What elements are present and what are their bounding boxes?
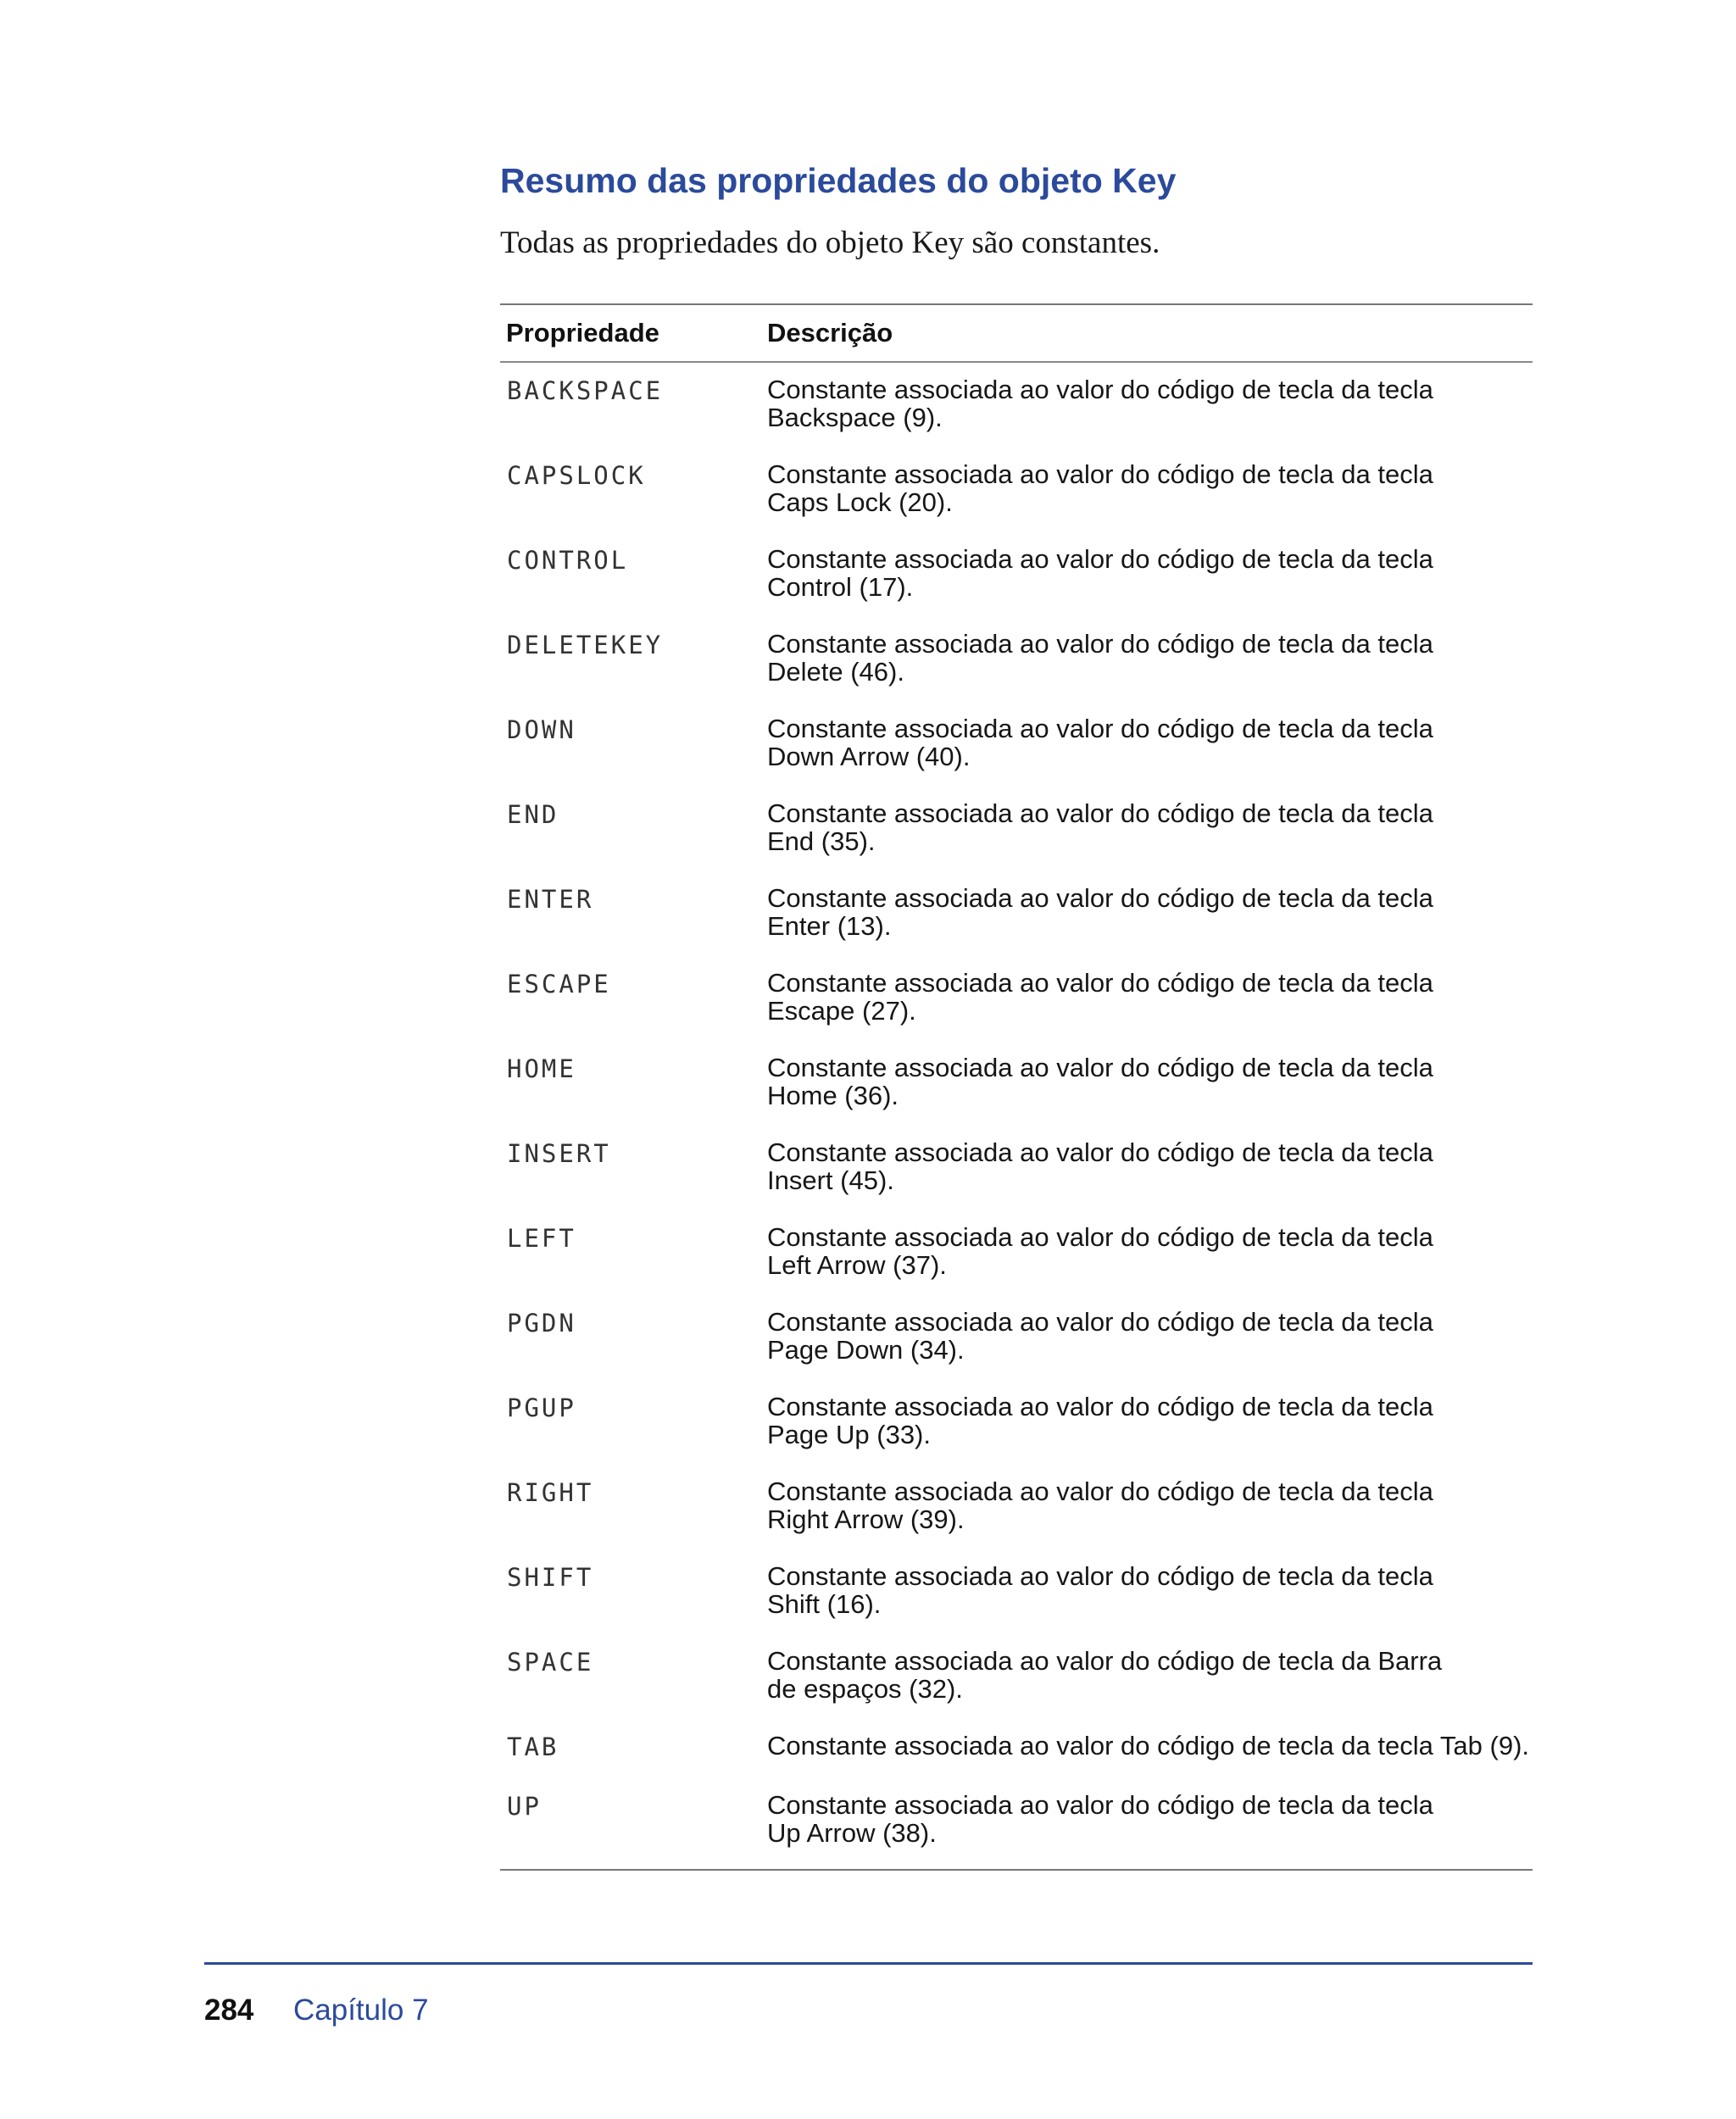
description-line: Up Arrow (38).: [767, 1818, 937, 1848]
property-name: DELETEKEY: [507, 631, 664, 659]
table-row: [500, 1549, 1533, 1634]
properties-table: [500, 303, 1533, 1871]
description-line: Constante associada ao valor do código de tecla da tecla: [767, 1137, 1433, 1167]
section-heading: Resumo das propriedades do objeto Key: [500, 161, 1177, 200]
table-row: [500, 956, 1533, 1041]
description-line: Constante associada ao valor do código de tecla da Barra: [767, 1646, 1443, 1676]
property-name: ESCAPE: [507, 970, 611, 998]
property-description: [757, 1210, 1533, 1295]
property-description: [757, 871, 1533, 956]
table-row: [500, 1465, 1533, 1549]
description-line: Backspace (9).: [767, 403, 943, 432]
description-line: Constante associada ao valor do código de tecla da tecla: [767, 544, 1433, 574]
property-name: UP: [507, 1792, 542, 1821]
property-name: SHIFT: [507, 1563, 594, 1592]
table-row: [500, 1380, 1533, 1465]
description-line: Home (36).: [767, 1081, 899, 1110]
table-row: [500, 1041, 1533, 1126]
table-row: [500, 1634, 1533, 1719]
table-row: [500, 532, 1533, 617]
table-row: [500, 1210, 1533, 1295]
properties-table-container: [500, 303, 1533, 1871]
property-name: DOWN: [507, 715, 576, 744]
description-line: Constante associada ao valor do código de tecla da tecla: [767, 883, 1433, 913]
property-description: [757, 1778, 1533, 1870]
property-description: [757, 1634, 1533, 1719]
property-name: CAPSLOCK: [507, 461, 646, 490]
table-row: [500, 1126, 1533, 1210]
property-description: [757, 1465, 1533, 1549]
property-description: [757, 1380, 1533, 1465]
description-line: Constante associada ao valor do código de tecla da tecla: [767, 1307, 1433, 1337]
property-name: ENTER: [507, 885, 594, 914]
description-line: Constante associada ao valor do código de tecla da tecla: [767, 714, 1433, 743]
description-line: Page Up (33).: [767, 1420, 931, 1449]
header-description: Descrição: [767, 318, 893, 348]
description-line: Enter (13).: [767, 911, 892, 941]
table-header: [500, 304, 1533, 362]
property-description: [757, 617, 1533, 702]
description-line: Right Arrow (39).: [767, 1504, 965, 1534]
property-description: [757, 1126, 1533, 1210]
property-name: SPACE: [507, 1648, 594, 1677]
description-line: Constante associada ao valor do código de tecla da tecla: [767, 1561, 1433, 1591]
property-name: HOME: [507, 1054, 576, 1083]
table-row: [500, 617, 1533, 702]
description-line: Down Arrow (40).: [767, 742, 971, 771]
description-line: Constante associada ao valor do código de tecla da tecla: [767, 375, 1433, 404]
section-intro: Todas as propriedades do objeto Key são constantes.: [500, 225, 1160, 260]
property-name: RIGHT: [507, 1478, 594, 1507]
property-description: [757, 956, 1533, 1041]
property-description: [757, 1719, 1533, 1778]
property-name: CONTROL: [507, 546, 629, 575]
table-row: [500, 448, 1533, 532]
description-line: Constante associada ao valor do código de tecla da tecla: [767, 1222, 1433, 1252]
table-row: [500, 871, 1533, 956]
property-name: TAB: [507, 1732, 559, 1761]
property-name: PGDN: [507, 1309, 576, 1338]
description-line: Constante associada ao valor do código de tecla da tecla: [767, 459, 1433, 489]
table-row: [500, 1719, 1533, 1778]
property-description: [757, 1549, 1533, 1634]
page-number: 284: [204, 1994, 254, 2027]
description-line: Constante associada ao valor do código de tecla da tecla Tab (9).: [767, 1731, 1529, 1760]
description-line: Constante associada ao valor do código de tecla da tecla: [767, 1392, 1433, 1421]
table-row: [500, 1778, 1533, 1870]
description-line: Constante associada ao valor do código de tecla da tecla: [767, 1053, 1433, 1082]
header-property: Propriedade: [506, 318, 659, 348]
property-name: PGUP: [507, 1393, 576, 1422]
property-name: LEFT: [507, 1224, 576, 1253]
description-line: Constante associada ao valor do código de tecla da tecla: [767, 1477, 1433, 1506]
table-row: [500, 362, 1533, 448]
description-line: Constante associada ao valor do código de tecla da tecla: [767, 1790, 1433, 1820]
description-line: Delete (46).: [767, 657, 904, 687]
property-description: [757, 702, 1533, 787]
property-description: [757, 362, 1533, 448]
table-row: [500, 1295, 1533, 1380]
property-description: [757, 532, 1533, 617]
description-line: Escape (27).: [767, 996, 916, 1026]
chapter-label: Capítulo 7: [293, 1994, 429, 2027]
property-description: [757, 787, 1533, 871]
description-line: de espaços (32).: [767, 1674, 963, 1704]
description-line: Caps Lock (20).: [767, 487, 953, 517]
property-name: END: [507, 800, 559, 829]
table-body: [500, 362, 1533, 1870]
description-line: Control (17).: [767, 572, 914, 602]
property-description: [757, 448, 1533, 532]
description-line: Page Down (34).: [767, 1335, 965, 1365]
description-line: Insert (45).: [767, 1165, 894, 1195]
property-name: INSERT: [507, 1139, 611, 1168]
description-line: Constante associada ao valor do código de tecla da tecla: [767, 968, 1433, 998]
footer-rule: [204, 1962, 1533, 1965]
table-row: [500, 787, 1533, 871]
description-line: Left Arrow (37).: [767, 1250, 947, 1280]
description-line: Constante associada ao valor do código de tecla da tecla: [767, 629, 1433, 659]
property-description: [757, 1295, 1533, 1380]
property-name: BACKSPACE: [507, 376, 664, 405]
property-description: [757, 1041, 1533, 1126]
description-line: End (35).: [767, 826, 876, 856]
table-row: [500, 702, 1533, 787]
description-line: Constante associada ao valor do código de tecla da tecla: [767, 798, 1433, 828]
description-line: Shift (16).: [767, 1589, 882, 1619]
table-header-row: [500, 304, 1533, 362]
